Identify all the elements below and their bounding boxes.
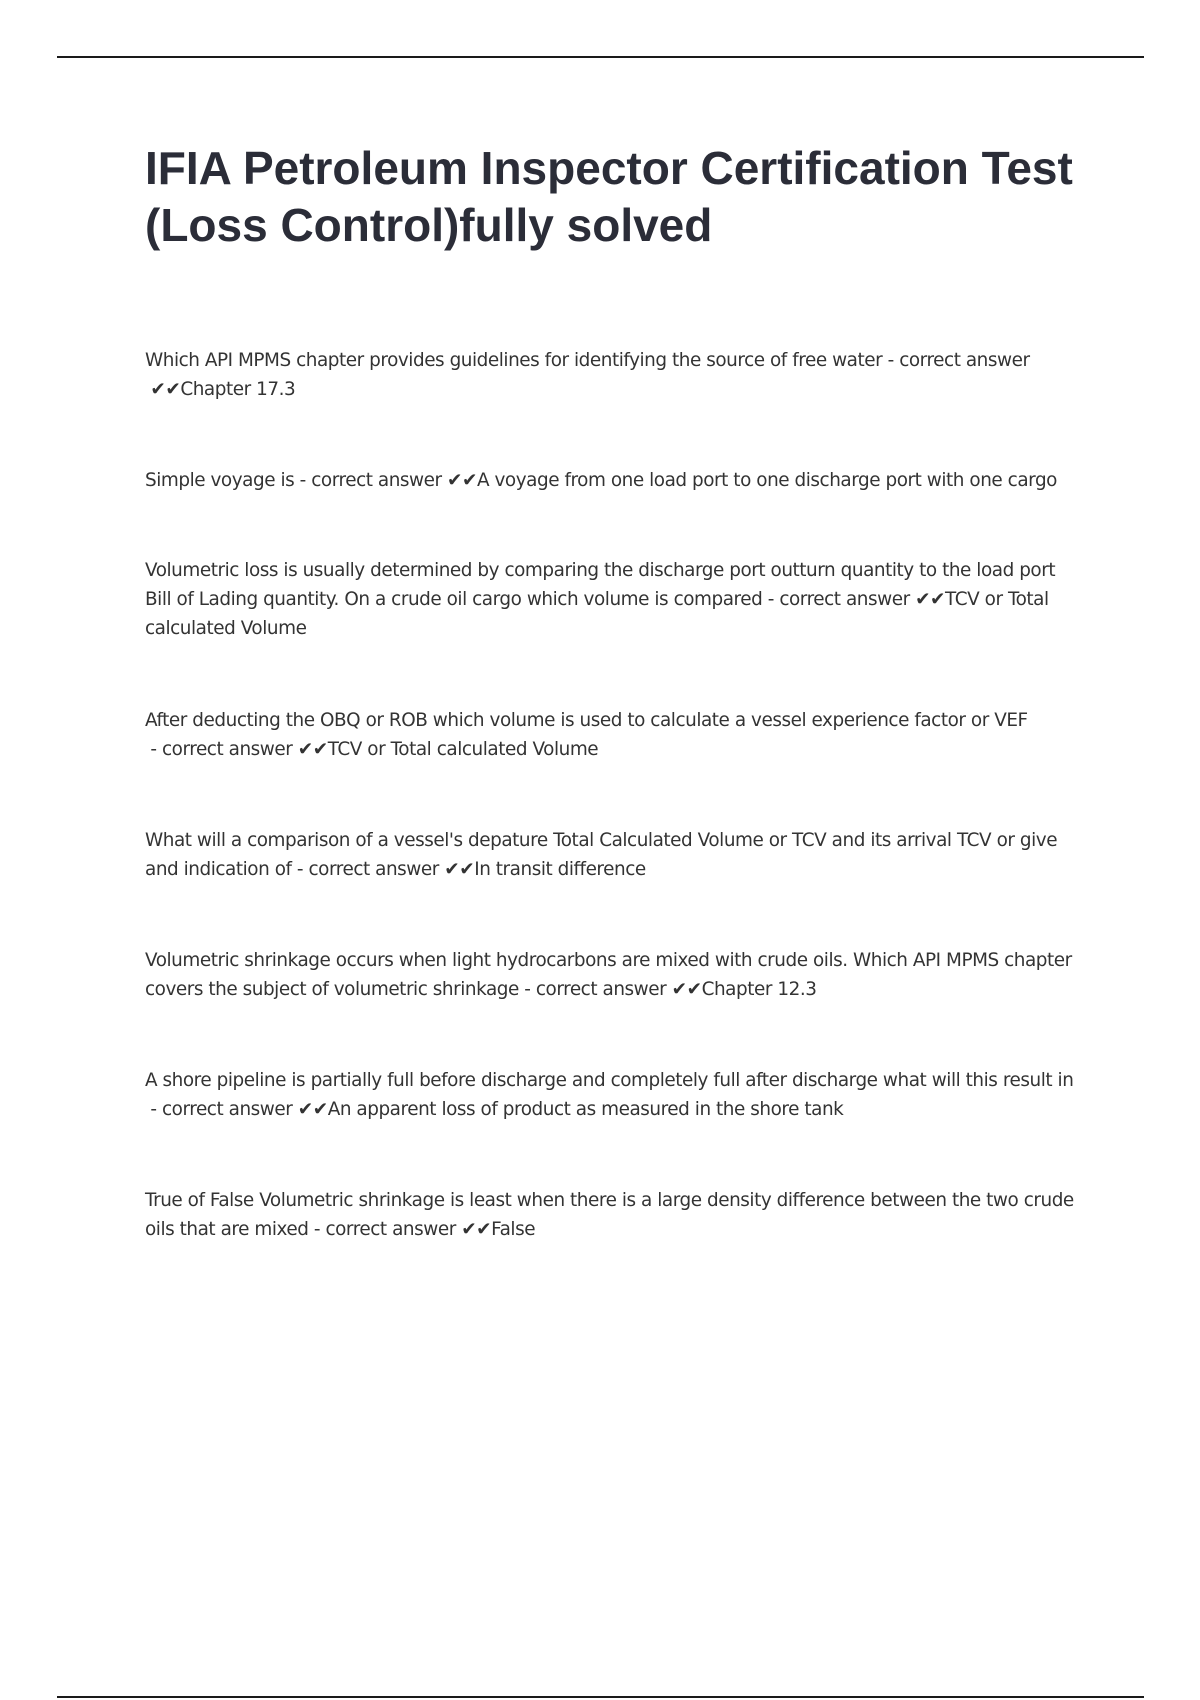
separator: - <box>294 470 312 491</box>
check-mark-icon: ✔✔ <box>455 1219 492 1240</box>
answer-text: In transit difference <box>474 859 646 880</box>
check-mark-icon: ✔✔ <box>145 379 181 400</box>
answer-prefix: correct answer <box>535 979 667 1000</box>
qa-item <box>145 826 1085 884</box>
answer-prefix: correct answer <box>161 739 293 760</box>
answer-text: Chapter 12.3 <box>701 979 817 1000</box>
check-mark-icon: ✔✔ <box>666 979 702 1000</box>
question-text: True of False Volumetric shrinkage is least when there is a large density difference between the two crude oils that are mixed <box>145 1190 1074 1240</box>
question-text: After deducting the OBQ or ROB which volume is used to calculate a vessel experience factor or VEF <box>145 710 1028 731</box>
check-mark-icon: ✔✔ <box>438 859 475 880</box>
separator: - <box>882 350 900 371</box>
question-text: Volumetric shrinkage occurs when light hydrocarbons are mixed with crude oils. Which API MPMS chapter covers the subject of volumetric shrinkage <box>145 950 1072 1000</box>
answer-text: Chapter 17.3 <box>180 379 296 400</box>
question-text: Simple voyage is <box>145 470 295 491</box>
answer-prefix: correct answer <box>308 859 439 880</box>
answer-text: A voyage from one load port to one discharge port with one cargo <box>476 470 1057 491</box>
check-mark-icon: ✔✔ <box>292 1099 328 1120</box>
bottom-rule <box>57 1696 1144 1698</box>
check-mark-icon: ✔✔ <box>292 739 328 760</box>
answer-prefix: correct answer <box>161 1099 293 1120</box>
qa-item <box>145 346 1085 404</box>
document-title: IFIA Petroleum Inspector Certification Test (Loss Control)fully solved <box>145 142 1073 251</box>
qa-item <box>145 1066 1085 1124</box>
separator: - <box>145 1099 162 1120</box>
question-text: Volumetric loss is usually determined by comparing the discharge port outturn quantity to the load port Bill of Lading quantity. On a crude oil cargo which volume is compared <box>145 560 1056 610</box>
answer-text: False <box>491 1219 536 1240</box>
separator: - <box>291 859 309 880</box>
question-text: Which API MPMS chapter provides guidelines for identifying the source of free water <box>145 350 883 371</box>
question-text: What will a comparison of a vessel's depature Total Calculated Volume or TCV and its arrival TCV or give and indication of <box>145 830 1058 880</box>
qa-item <box>145 946 1085 1004</box>
separator: - <box>145 739 162 760</box>
qa-item <box>145 466 1085 495</box>
answer-prefix: correct answer <box>325 1219 456 1240</box>
separator: - <box>518 979 536 1000</box>
answer-prefix: correct answer <box>779 589 910 610</box>
question-text: A shore pipeline is partially full before discharge and completely full after discharge what will this result in <box>145 1070 1074 1091</box>
answer-prefix: correct answer <box>899 350 1030 371</box>
answer-text: An apparent loss of product as measured in the shore tank <box>327 1099 844 1120</box>
separator: - <box>308 1219 326 1240</box>
answer-text: TCV or Total calculated Volume <box>327 739 599 760</box>
check-mark-icon: ✔✔ <box>909 589 946 610</box>
top-rule <box>57 56 1144 58</box>
qa-item <box>145 706 1085 764</box>
separator: - <box>762 589 780 610</box>
qa-item <box>145 1186 1085 1244</box>
check-mark-icon: ✔✔ <box>441 470 477 491</box>
qa-item <box>145 556 1085 643</box>
answer-text: TCV or Total calculated Volume <box>145 589 1049 639</box>
answer-prefix: correct answer <box>311 470 442 491</box>
